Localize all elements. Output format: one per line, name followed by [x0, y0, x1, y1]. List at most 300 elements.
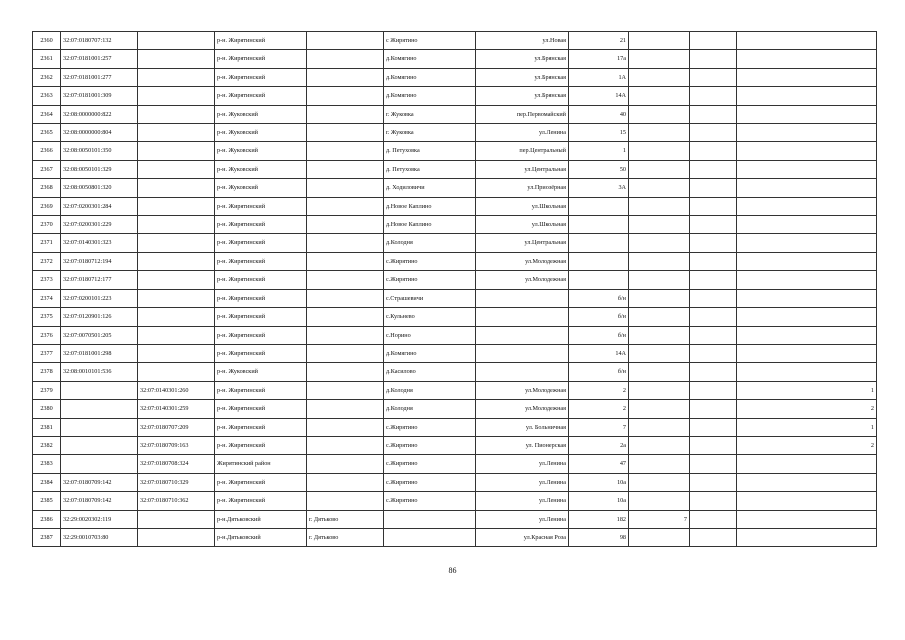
cadastral-number-cell	[61, 418, 138, 436]
row-number-cell: 2364	[33, 105, 61, 123]
street-cell: ул. Пионерская	[476, 436, 569, 454]
city-cell	[307, 363, 384, 381]
cadastral-number-cell: 32:07:0180709:142	[61, 473, 138, 491]
empty-cell	[690, 344, 737, 362]
apartment-number-cell	[737, 234, 877, 252]
settlement-cell: д.Комягино	[384, 87, 476, 105]
settlement-cell: д.Новое Каплино	[384, 216, 476, 234]
empty-cell	[690, 216, 737, 234]
house-number-cell: 98	[569, 528, 629, 546]
street-cell	[476, 363, 569, 381]
apartment-number-cell	[737, 105, 877, 123]
building-number-cell	[629, 234, 690, 252]
city-cell	[307, 455, 384, 473]
apartment-number-cell	[737, 197, 877, 215]
settlement-cell: с.Жирятино	[384, 455, 476, 473]
house-number-cell: 14А	[569, 344, 629, 362]
cadastral-number-2-cell	[138, 105, 215, 123]
empty-cell	[690, 105, 737, 123]
city-cell	[307, 87, 384, 105]
city-cell	[307, 124, 384, 142]
street-cell: ул.Ленина	[476, 510, 569, 528]
settlement-cell: д.Новое Каплино	[384, 197, 476, 215]
district-cell: р-н. Жирятинский	[215, 234, 307, 252]
cadastral-number-cell: 32:08:0050101:350	[61, 142, 138, 160]
house-number-cell: 2а	[569, 436, 629, 454]
apartment-number-cell: 1	[737, 418, 877, 436]
apartment-number-cell: 2	[737, 400, 877, 418]
row-number-cell: 2383	[33, 455, 61, 473]
cadastral-number-2-cell	[138, 289, 215, 307]
cadastral-number-cell: 32:07:0140301:323	[61, 234, 138, 252]
empty-cell	[690, 271, 737, 289]
empty-cell	[690, 179, 737, 197]
building-number-cell	[629, 105, 690, 123]
cadastral-number-cell: 32:07:0181001:257	[61, 50, 138, 68]
city-cell	[307, 473, 384, 491]
table-row	[33, 436, 877, 454]
row-number-cell: 2363	[33, 87, 61, 105]
cadastral-number-cell: 32:29:0010703:80	[61, 528, 138, 546]
empty-cell	[690, 68, 737, 86]
cadastral-number-cell	[61, 400, 138, 418]
cadastral-number-2-cell: 32:07:0140301:259	[138, 400, 215, 418]
building-number-cell	[629, 289, 690, 307]
city-cell	[307, 289, 384, 307]
street-cell: ул.Молодежная	[476, 381, 569, 399]
district-cell: р-н. Жирятинский	[215, 436, 307, 454]
cadastral-number-cell: 32:07:0181001:298	[61, 344, 138, 362]
settlement-cell: д.Колодня	[384, 400, 476, 418]
street-cell	[476, 308, 569, 326]
table-row	[33, 234, 877, 252]
row-number-cell: 2371	[33, 234, 61, 252]
apartment-number-cell: 2	[737, 436, 877, 454]
settlement-cell: д. Ходиловичи	[384, 179, 476, 197]
building-number-cell	[629, 363, 690, 381]
settlement-cell: с.Жирятино	[384, 252, 476, 270]
apartment-number-cell	[737, 492, 877, 510]
settlement-cell: с.Страшевичи	[384, 289, 476, 307]
row-number-cell: 2379	[33, 381, 61, 399]
row-number-cell: 2384	[33, 473, 61, 491]
house-number-cell	[569, 234, 629, 252]
table-row	[33, 492, 877, 510]
settlement-cell: с.Жирятино	[384, 436, 476, 454]
house-number-cell: 21	[569, 32, 629, 50]
cadastral-number-2-cell	[138, 68, 215, 86]
cadastral-number-cell: 32:07:0180712:177	[61, 271, 138, 289]
table-row	[33, 528, 877, 546]
house-number-cell: 14А	[569, 87, 629, 105]
cadastral-number-cell: 32:07:0180709:142	[61, 492, 138, 510]
settlement-cell: с.Жирятино	[384, 473, 476, 491]
empty-cell	[690, 455, 737, 473]
house-number-cell: 1А	[569, 68, 629, 86]
row-number-cell: 2380	[33, 400, 61, 418]
settlement-cell: с Жирятино	[384, 32, 476, 50]
table-row	[33, 252, 877, 270]
apartment-number-cell	[737, 528, 877, 546]
district-cell: р-н. Жуковский	[215, 363, 307, 381]
empty-cell	[690, 234, 737, 252]
house-number-cell: б/н	[569, 308, 629, 326]
cadastral-number-2-cell	[138, 179, 215, 197]
settlement-cell: г. Жуковка	[384, 124, 476, 142]
empty-cell	[690, 436, 737, 454]
row-number-cell: 2367	[33, 160, 61, 178]
empty-cell	[690, 160, 737, 178]
house-number-cell: 182	[569, 510, 629, 528]
district-cell: р-н.Дятьковский	[215, 510, 307, 528]
table-row	[33, 105, 877, 123]
apartment-number-cell	[737, 216, 877, 234]
district-cell: р-н. Жирятинский	[215, 252, 307, 270]
table-row	[33, 344, 877, 362]
house-number-cell: 47	[569, 455, 629, 473]
table-row	[33, 455, 877, 473]
table-row	[33, 50, 877, 68]
house-number-cell: 10а	[569, 492, 629, 510]
cadastral-number-cell: 32:08:0050801:320	[61, 179, 138, 197]
cadastral-number-2-cell	[138, 308, 215, 326]
house-number-cell: 7	[569, 418, 629, 436]
house-number-cell: 3А	[569, 179, 629, 197]
building-number-cell	[629, 381, 690, 399]
settlement-cell: д.Комягино	[384, 68, 476, 86]
building-number-cell	[629, 197, 690, 215]
apartment-number-cell	[737, 326, 877, 344]
empty-cell	[690, 124, 737, 142]
district-cell: р-н. Жирятинский	[215, 216, 307, 234]
street-cell: ул.Молодежная	[476, 252, 569, 270]
house-number-cell: 2	[569, 400, 629, 418]
table-row	[33, 197, 877, 215]
street-cell: пер.Центральный	[476, 142, 569, 160]
building-number-cell	[629, 528, 690, 546]
cadastral-number-cell: 32:08:0000000:822	[61, 105, 138, 123]
cadastral-number-cell: 32:07:0120901:126	[61, 308, 138, 326]
settlement-cell: д.Комягино	[384, 344, 476, 362]
building-number-cell	[629, 326, 690, 344]
empty-cell	[690, 50, 737, 68]
building-number-cell	[629, 68, 690, 86]
street-cell: ул.Ленина	[476, 492, 569, 510]
house-number-cell: 40	[569, 105, 629, 123]
cadastral-number-cell: 32:07:0200301:284	[61, 197, 138, 215]
apartment-number-cell	[737, 87, 877, 105]
registry-table-body	[33, 32, 877, 547]
apartment-number-cell	[737, 32, 877, 50]
cadastral-number-2-cell	[138, 234, 215, 252]
district-cell: р-н. Жирятинский	[215, 68, 307, 86]
house-number-cell: 10а	[569, 473, 629, 491]
empty-cell	[690, 473, 737, 491]
empty-cell	[690, 510, 737, 528]
registry-table	[32, 31, 877, 547]
house-number-cell: б/н	[569, 289, 629, 307]
cadastral-number-2-cell: 32:07:0180710:329	[138, 473, 215, 491]
cadastral-number-2-cell	[138, 124, 215, 142]
city-cell	[307, 142, 384, 160]
cadastral-number-cell: 32:07:0180707:132	[61, 32, 138, 50]
apartment-number-cell	[737, 510, 877, 528]
district-cell: р-н. Жирятинский	[215, 271, 307, 289]
cadastral-number-2-cell	[138, 197, 215, 215]
empty-cell	[690, 142, 737, 160]
table-row	[33, 381, 877, 399]
building-number-cell	[629, 455, 690, 473]
row-number-cell: 2362	[33, 68, 61, 86]
table-row	[33, 326, 877, 344]
empty-cell	[690, 87, 737, 105]
building-number-cell: 7	[629, 510, 690, 528]
city-cell	[307, 197, 384, 215]
row-number-cell: 2369	[33, 197, 61, 215]
table-row	[33, 363, 877, 381]
row-number-cell: 2373	[33, 271, 61, 289]
cadastral-number-2-cell	[138, 160, 215, 178]
city-cell	[307, 344, 384, 362]
table-row	[33, 510, 877, 528]
row-number-cell: 2361	[33, 50, 61, 68]
city-cell	[307, 179, 384, 197]
street-cell: ул.Красная Роза	[476, 528, 569, 546]
table-row	[33, 271, 877, 289]
street-cell: ул.Приозёрная	[476, 179, 569, 197]
building-number-cell	[629, 142, 690, 160]
district-cell: р-н. Жирятинский	[215, 381, 307, 399]
settlement-cell: с.Жирятино	[384, 492, 476, 510]
district-cell: р-н. Жуковский	[215, 160, 307, 178]
table-row	[33, 308, 877, 326]
row-number-cell: 2375	[33, 308, 61, 326]
city-cell	[307, 50, 384, 68]
street-cell: ул.Новая	[476, 32, 569, 50]
cadastral-number-2-cell	[138, 510, 215, 528]
building-number-cell	[629, 400, 690, 418]
city-cell	[307, 308, 384, 326]
city-cell	[307, 160, 384, 178]
cadastral-number-cell: 32:08:0000000:804	[61, 124, 138, 142]
building-number-cell	[629, 50, 690, 68]
street-cell: ул.Брянская	[476, 50, 569, 68]
row-number-cell: 2378	[33, 363, 61, 381]
city-cell	[307, 234, 384, 252]
cadastral-number-cell: 32:07:0181001:277	[61, 68, 138, 86]
street-cell: ул.Школьная	[476, 216, 569, 234]
empty-cell	[690, 528, 737, 546]
city-cell	[307, 436, 384, 454]
district-cell: р-н. Жирятинский	[215, 492, 307, 510]
district-cell: р-н. Жуковский	[215, 124, 307, 142]
cadastral-number-cell	[61, 455, 138, 473]
cadastral-number-cell: 32:07:0070501:205	[61, 326, 138, 344]
house-number-cell	[569, 252, 629, 270]
street-cell: ул. Больничная	[476, 418, 569, 436]
row-number-cell: 2370	[33, 216, 61, 234]
city-cell	[307, 326, 384, 344]
table-row	[33, 179, 877, 197]
cadastral-number-cell	[61, 381, 138, 399]
building-number-cell	[629, 344, 690, 362]
apartment-number-cell	[737, 68, 877, 86]
cadastral-number-2-cell: 32:07:0180708:324	[138, 455, 215, 473]
district-cell: р-н. Жирятинский	[215, 50, 307, 68]
building-number-cell	[629, 32, 690, 50]
row-number-cell: 2366	[33, 142, 61, 160]
settlement-cell: д. Петуховка	[384, 142, 476, 160]
district-cell: р-н. Жирятинский	[215, 289, 307, 307]
row-number-cell: 2385	[33, 492, 61, 510]
city-cell: г. Дятьково	[307, 528, 384, 546]
empty-cell	[690, 492, 737, 510]
cadastral-number-cell: 32:07:0180712:194	[61, 252, 138, 270]
house-number-cell: 2	[569, 381, 629, 399]
cadastral-number-2-cell	[138, 271, 215, 289]
row-number-cell: 2365	[33, 124, 61, 142]
street-cell: ул.Брянская	[476, 87, 569, 105]
cadastral-number-2-cell: 32:07:0180709:163	[138, 436, 215, 454]
page-number: 86	[448, 566, 457, 575]
building-number-cell	[629, 473, 690, 491]
street-cell: ул.Школьная	[476, 197, 569, 215]
cadastral-number-2-cell	[138, 32, 215, 50]
district-cell: р-н. Жуковский	[215, 142, 307, 160]
settlement-cell: с.Кульнево	[384, 308, 476, 326]
cadastral-number-cell: 32:29:0020302:119	[61, 510, 138, 528]
apartment-number-cell	[737, 363, 877, 381]
street-cell: ул.Молодежная	[476, 271, 569, 289]
settlement-cell: д.Комягино	[384, 50, 476, 68]
house-number-cell: б/н	[569, 326, 629, 344]
district-cell: р-н. Жирятинский	[215, 400, 307, 418]
apartment-number-cell	[737, 179, 877, 197]
district-cell: Жирятинский район	[215, 455, 307, 473]
cadastral-number-cell: 32:07:0200101:223	[61, 289, 138, 307]
street-cell: пер.Первомайский	[476, 105, 569, 123]
district-cell: р-н. Жирятинский	[215, 418, 307, 436]
city-cell	[307, 418, 384, 436]
apartment-number-cell: 1	[737, 381, 877, 399]
street-cell: ул.Молодежная	[476, 400, 569, 418]
settlement-cell: с.Жирятино	[384, 271, 476, 289]
district-cell: р-н.Дятьковский	[215, 528, 307, 546]
building-number-cell	[629, 179, 690, 197]
cadastral-number-2-cell: 32:07:0140301:260	[138, 381, 215, 399]
street-cell	[476, 344, 569, 362]
house-number-cell: 17а	[569, 50, 629, 68]
building-number-cell	[629, 87, 690, 105]
building-number-cell	[629, 271, 690, 289]
table-row	[33, 32, 877, 50]
city-cell	[307, 32, 384, 50]
district-cell: р-н. Жирятинский	[215, 87, 307, 105]
district-cell: р-н. Жирятинский	[215, 308, 307, 326]
city-cell	[307, 400, 384, 418]
city-cell	[307, 68, 384, 86]
row-number-cell: 2374	[33, 289, 61, 307]
house-number-cell: 50	[569, 160, 629, 178]
house-number-cell: 15	[569, 124, 629, 142]
city-cell: г. Дятьково	[307, 510, 384, 528]
settlement-cell: д.Колодня	[384, 381, 476, 399]
street-cell: ул.Ленина	[476, 473, 569, 491]
settlement-cell: д.Колодня	[384, 234, 476, 252]
street-cell: ул.Ленина	[476, 455, 569, 473]
settlement-cell: д.Касилово	[384, 363, 476, 381]
apartment-number-cell	[737, 271, 877, 289]
empty-cell	[690, 418, 737, 436]
district-cell: р-н. Жирятинский	[215, 197, 307, 215]
settlement-cell: г. Жуковка	[384, 105, 476, 123]
cadastral-number-2-cell	[138, 142, 215, 160]
apartment-number-cell	[737, 455, 877, 473]
cadastral-number-2-cell	[138, 344, 215, 362]
city-cell	[307, 492, 384, 510]
table-row	[33, 160, 877, 178]
district-cell: р-н. Жирятинский	[215, 344, 307, 362]
cadastral-number-2-cell	[138, 528, 215, 546]
empty-cell	[690, 326, 737, 344]
house-number-cell: 1	[569, 142, 629, 160]
settlement-cell	[384, 528, 476, 546]
apartment-number-cell	[737, 124, 877, 142]
cadastral-number-cell: 32:07:0181001:309	[61, 87, 138, 105]
cadastral-number-2-cell	[138, 87, 215, 105]
street-cell	[476, 289, 569, 307]
table-row	[33, 124, 877, 142]
house-number-cell	[569, 197, 629, 215]
district-cell: р-н. Жуковский	[215, 179, 307, 197]
table-row	[33, 87, 877, 105]
cadastral-number-cell: 32:07:0200301:229	[61, 216, 138, 234]
cadastral-number-2-cell	[138, 216, 215, 234]
table-row	[33, 142, 877, 160]
cadastral-number-cell: 32:08:0050101:329	[61, 160, 138, 178]
district-cell: р-н. Жуковский	[215, 105, 307, 123]
row-number-cell: 2382	[33, 436, 61, 454]
apartment-number-cell	[737, 289, 877, 307]
district-cell: р-н. Жирятинский	[215, 32, 307, 50]
building-number-cell	[629, 252, 690, 270]
building-number-cell	[629, 436, 690, 454]
apartment-number-cell	[737, 308, 877, 326]
table-row	[33, 289, 877, 307]
empty-cell	[690, 32, 737, 50]
empty-cell	[690, 400, 737, 418]
row-number-cell: 2360	[33, 32, 61, 50]
building-number-cell	[629, 418, 690, 436]
table-row	[33, 68, 877, 86]
building-number-cell	[629, 308, 690, 326]
settlement-cell: с.Жирятино	[384, 418, 476, 436]
street-cell	[476, 326, 569, 344]
city-cell	[307, 381, 384, 399]
cadastral-number-cell	[61, 436, 138, 454]
district-cell: р-н. Жирятинский	[215, 326, 307, 344]
cadastral-number-2-cell: 32:07:0180710:362	[138, 492, 215, 510]
empty-cell	[690, 308, 737, 326]
apartment-number-cell	[737, 344, 877, 362]
row-number-cell: 2376	[33, 326, 61, 344]
apartment-number-cell	[737, 50, 877, 68]
row-number-cell: 2377	[33, 344, 61, 362]
city-cell	[307, 216, 384, 234]
house-number-cell	[569, 271, 629, 289]
table-row	[33, 216, 877, 234]
building-number-cell	[629, 160, 690, 178]
